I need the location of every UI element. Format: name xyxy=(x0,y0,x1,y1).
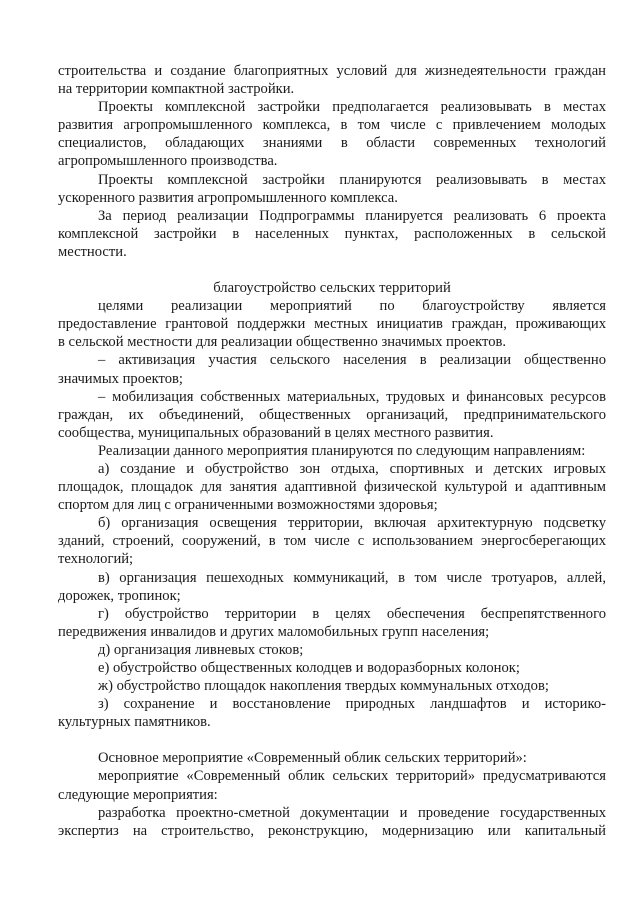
text-line: дорожек, тропинок; xyxy=(58,587,181,604)
text-line: – активизация участия сельского населения в реализации общественно xyxy=(98,352,606,369)
text-line: в) организация пешеходных коммуникаций, в том числе тротуаров, аллей, xyxy=(98,569,606,586)
text-line: целями реализации мероприятий по благоустройству является xyxy=(98,298,606,315)
text-line: предоставление грантовой поддержки местных инициатив граждан, проживающих xyxy=(58,316,606,333)
text-line: разработка проектно-сметной документации и проведение государственных xyxy=(98,804,606,821)
text-line: спортом для лиц с ограниченными возможностями здоровья; xyxy=(58,497,438,514)
text-line: технологий; xyxy=(58,551,134,568)
text-line: Основное мероприятие «Современный облик сельских территорий»: xyxy=(98,750,527,767)
text-line: в сельской местности для реализации общественно значимых проектов. xyxy=(58,334,507,351)
paragraph xyxy=(58,460,606,514)
text-line: е) обустройство общественных колодцев и водоразборных колонок; xyxy=(98,660,520,676)
document-block-1 xyxy=(58,62,606,261)
paragraph xyxy=(58,749,606,767)
text-line: специалистов, обладающих знаниями в области современных технологий xyxy=(58,135,606,152)
spacer xyxy=(58,731,606,749)
paragraph xyxy=(58,207,606,261)
text-line: комплексной застройки в населенных пунктах, расположенных в сельской xyxy=(58,225,606,242)
spacer xyxy=(58,261,606,279)
paragraph xyxy=(58,297,606,351)
section-heading: благоустройство сельских территорий xyxy=(213,280,451,297)
text-line: местности. xyxy=(58,243,127,260)
text-line: экспертиз на строительство, реконструкцию, модернизацию или капитальный xyxy=(58,822,606,839)
text-line: ж) обустройство площадок накопления твердых коммунальных отходов; xyxy=(98,678,549,695)
paragraph xyxy=(58,442,606,460)
text-line: мероприятие «Современный облик сельских территорий» предусматриваются xyxy=(98,768,606,785)
text-line: Проекты комплексной застройки предполагается реализовывать в местах xyxy=(98,99,606,116)
text-line: развития агропромышленного комплекса, в том числе с привлечением молодых xyxy=(58,117,606,134)
text-line: граждан, их объединений, общественных организаций, предпринимательского xyxy=(58,406,606,423)
paragraph xyxy=(58,171,606,207)
text-line: строительства и создание благоприятных условий для жизнедеятельности граждан xyxy=(58,63,606,79)
paragraph xyxy=(58,98,606,170)
text-line: з) сохранение и восстановление природных ландшафтов и историко- xyxy=(98,696,606,713)
paragraph xyxy=(58,767,606,803)
text-line: Реализации данного мероприятия планируются по следующим направлениям: xyxy=(98,442,586,459)
text-line: г) обустройство территории в целях обеспечения беспрепятственного xyxy=(98,605,606,622)
document-page xyxy=(58,62,606,840)
document-block-3 xyxy=(58,749,606,839)
paragraph xyxy=(58,388,606,442)
paragraph xyxy=(58,804,606,840)
paragraph xyxy=(58,641,606,659)
paragraph xyxy=(58,351,606,387)
text-line: площадок, площадок для занятия адаптивной физической культурой и адаптивным xyxy=(58,479,606,496)
text-line: а) создание и обустройство зон отдыха, спортивных и детских игровых xyxy=(98,460,606,477)
paragraph xyxy=(58,605,606,641)
text-line: агропромышленного производства. xyxy=(58,153,278,170)
text-line: сообщества, муниципальных образований в целях местного развития. xyxy=(58,424,494,441)
paragraph xyxy=(58,62,606,98)
paragraph xyxy=(58,695,606,731)
paragraph xyxy=(58,514,606,568)
text-line: б) организация освещения территории, включая архитектурную подсветку xyxy=(98,515,606,532)
text-line: передвижения инвалидов и других маломобильных групп населения; xyxy=(58,623,490,640)
text-line: ускоренного развития агропромышленного комплекса. xyxy=(58,189,398,206)
text-line: следующие мероприятия: xyxy=(58,786,218,803)
text-line: д) организация ливневых стоков; xyxy=(98,641,304,658)
paragraph xyxy=(58,569,606,605)
text-line: Проекты комплексной застройки планируются реализовывать в местах xyxy=(98,171,606,188)
text-line: на территории компактной застройки. xyxy=(58,81,295,98)
text-line: культурных памятников. xyxy=(58,714,211,731)
paragraph xyxy=(58,677,606,695)
text-line: зданий, строений, сооружений, в том числе с использованием энергосберегающих xyxy=(58,533,606,550)
text-line: – мобилизация собственных материальных, трудовых и финансовых ресурсов xyxy=(98,388,606,405)
text-line: За период реализации Подпрограммы планируется реализовать 6 проекта xyxy=(98,207,606,224)
document-block-2 xyxy=(58,297,606,731)
paragraph xyxy=(58,659,606,677)
text-line: значимых проектов; xyxy=(58,370,183,387)
